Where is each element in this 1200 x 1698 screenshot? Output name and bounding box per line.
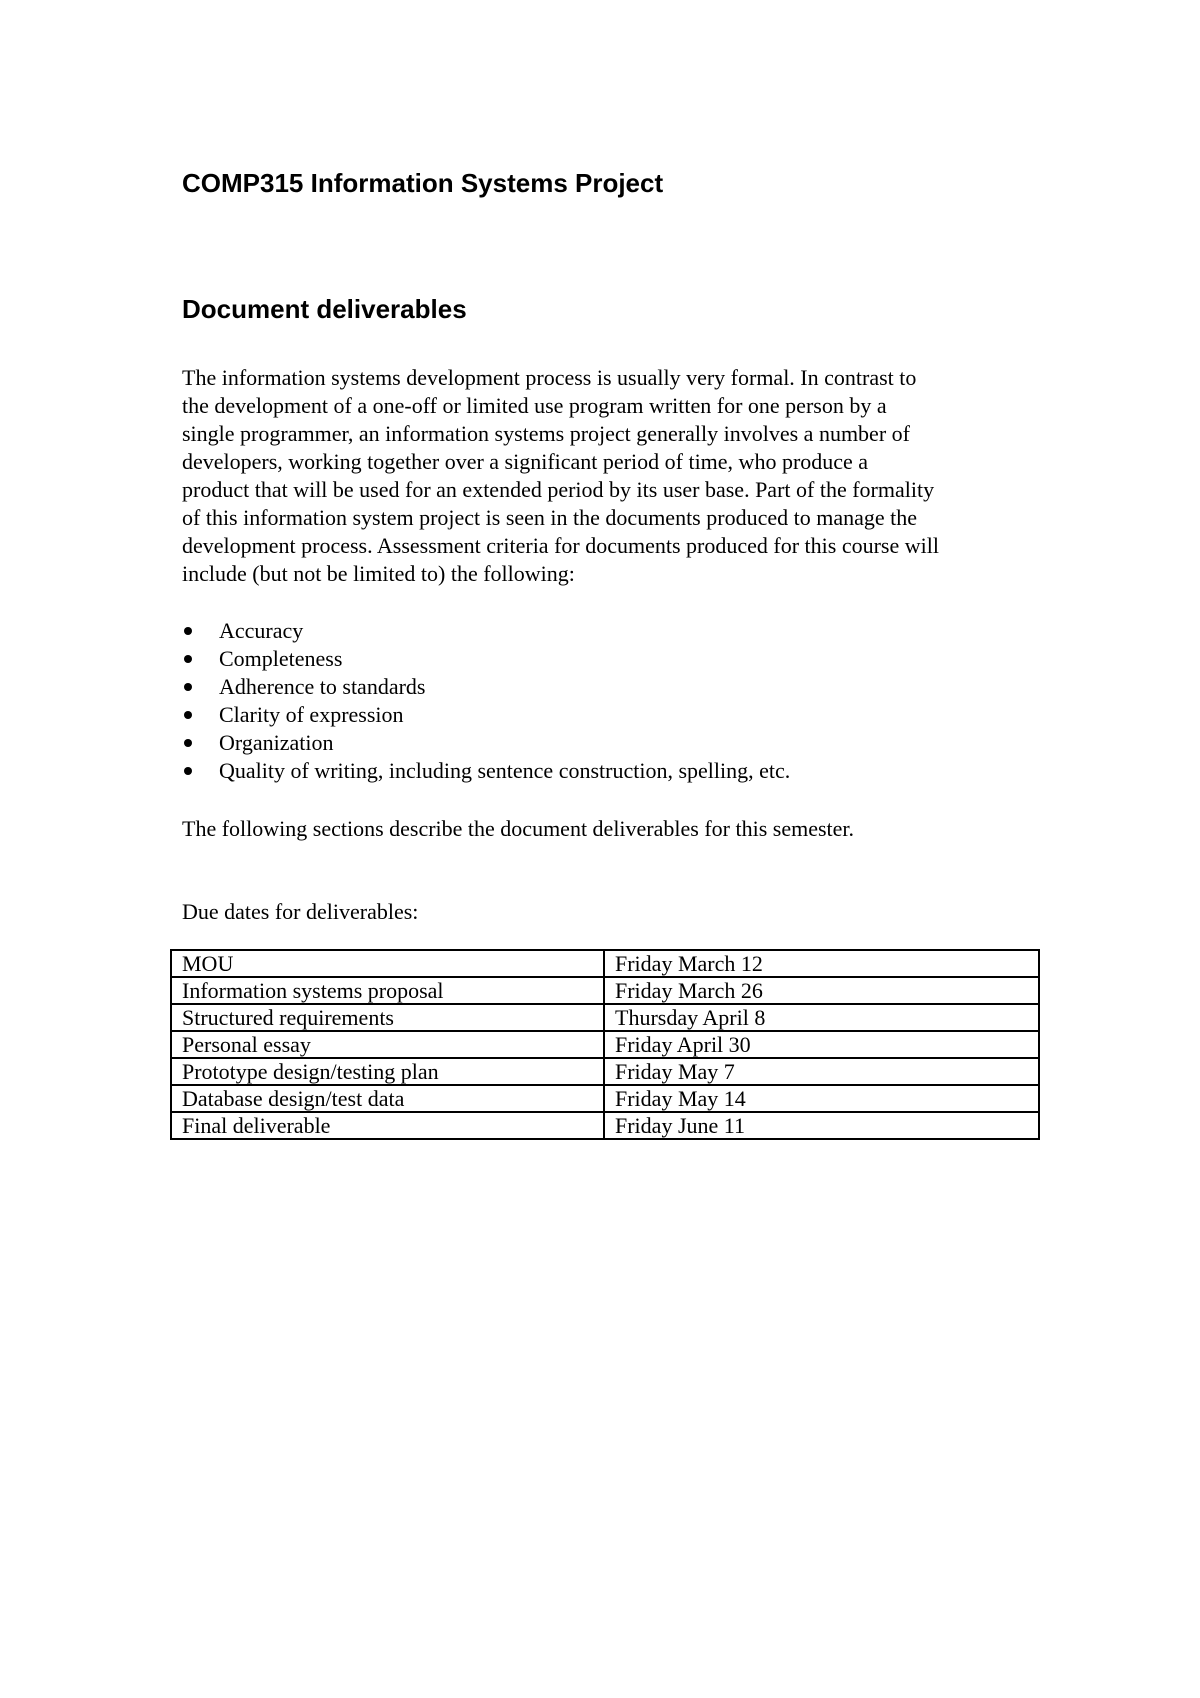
deliverable-name: Database design/test data <box>171 1085 604 1112</box>
deliverable-name: MOU <box>171 950 604 977</box>
criteria-label: Completeness <box>219 646 343 671</box>
criteria-label: Quality of writing, including sentence construction, spelling, etc. <box>219 758 791 783</box>
list-item <box>182 673 790 701</box>
deliverable-name: Structured requirements <box>171 1004 604 1031</box>
section-heading: Document deliverables <box>182 294 467 324</box>
intro-line: development process. Assessment criteria for documents produced for this course will <box>182 533 939 558</box>
table-row <box>171 1004 1039 1031</box>
table-row <box>171 1058 1039 1085</box>
intro-line: The information systems development process is usually very formal. In contrast to <box>182 365 917 390</box>
table-row <box>171 1031 1039 1058</box>
list-item <box>182 701 790 729</box>
list-item <box>182 757 790 785</box>
criteria-label: Organization <box>219 730 334 755</box>
bullet-icon <box>184 627 192 635</box>
deliverable-due-date: Friday May 14 <box>604 1085 1039 1112</box>
intro-line: single programmer, an information systems project generally involves a number of <box>182 421 910 446</box>
deliverable-name: Final deliverable <box>171 1112 604 1139</box>
bullet-icon <box>184 683 192 691</box>
deliverables-table <box>170 949 1040 1140</box>
deliverable-due-date: Friday March 26 <box>604 977 1039 1004</box>
list-item <box>182 729 790 757</box>
table-row <box>171 950 1039 977</box>
deliverable-due-date: Friday March 12 <box>604 950 1039 977</box>
list-item <box>182 617 790 645</box>
table-row <box>171 977 1039 1004</box>
list-item <box>182 645 790 673</box>
document-title: COMP315 Information Systems Project <box>182 168 664 198</box>
bullet-icon <box>184 739 192 747</box>
bullet-icon <box>184 767 192 775</box>
deliverable-due-date: Friday May 7 <box>604 1058 1039 1085</box>
intro-line: the development of a one-off or limited use program written for one person by a <box>182 393 887 418</box>
due-dates-label: Due dates for deliverables: <box>182 899 419 924</box>
criteria-label: Adherence to standards <box>219 674 426 699</box>
intro-paragraph <box>182 364 1022 588</box>
deliverable-due-date: Thursday April 8 <box>604 1004 1039 1031</box>
following-sentence: The following sections describe the document deliverables for this semester. <box>182 816 855 841</box>
deliverable-due-date: Friday June 11 <box>604 1112 1039 1139</box>
intro-line: product that will be used for an extended period by its user base. Part of the formality <box>182 477 935 502</box>
deliverable-name: Prototype design/testing plan <box>171 1058 604 1085</box>
bullet-icon <box>184 655 192 663</box>
intro-line: developers, working together over a significant period of time, who produce a <box>182 449 869 474</box>
criteria-label: Clarity of expression <box>219 702 404 727</box>
bullet-icon <box>184 711 192 719</box>
deliverable-name: Personal essay <box>171 1031 604 1058</box>
table-row <box>171 1112 1039 1139</box>
intro-line: include (but not be limited to) the following: <box>182 561 575 586</box>
table-row <box>171 1085 1039 1112</box>
criteria-label: Accuracy <box>219 618 304 643</box>
deliverable-due-date: Friday April 30 <box>604 1031 1039 1058</box>
deliverable-name: Information systems proposal <box>171 977 604 1004</box>
intro-line: of this information system project is seen in the documents produced to manage the <box>182 505 917 530</box>
criteria-list <box>182 617 790 785</box>
